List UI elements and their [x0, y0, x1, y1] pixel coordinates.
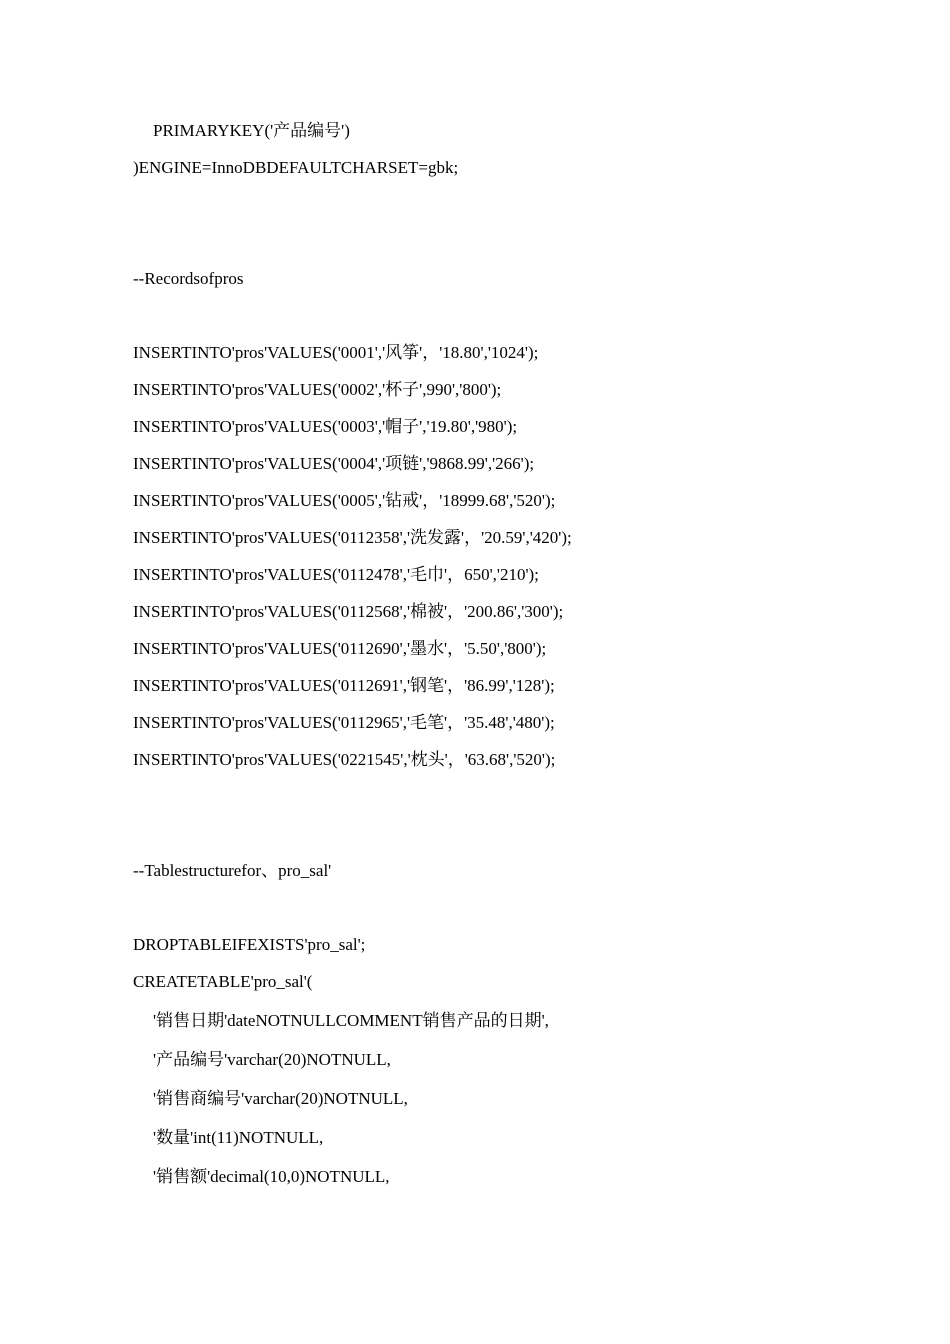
sql-insert-line: INSERTINTO'pros'VALUES('0003','帽子','19.80','980'); [133, 417, 518, 436]
sql-primary-key-line: PRIMARYKEY('产品编号') [153, 121, 350, 140]
sql-comment-table-structure: --Tablestructurefor、pro_sal' [133, 861, 332, 880]
sql-column-definition: '销售日期'dateNOTNULLCOMMENT销售产品的日期', [153, 1011, 549, 1030]
sql-drop-table-line: DROPTABLEIFEXISTS'pro_sal'; [133, 935, 366, 954]
sql-comment-records: --Recordsofpros [133, 269, 244, 288]
sql-insert-line: INSERTINTO'pros'VALUES('0112691','钢笔'，'86.99','128'); [133, 676, 555, 695]
sql-engine-line: )ENGINE=InnoDBDEFAULTCHARSET=gbk; [133, 158, 459, 177]
sql-column-definition: '销售额'decimal(10,0)NOTNULL, [153, 1167, 390, 1186]
sql-insert-line: INSERTINTO'pros'VALUES('0002','杯子',990','800'); [133, 380, 502, 399]
sql-column-definition: '产品编号'varchar(20)NOTNULL, [153, 1050, 391, 1069]
sql-insert-line: INSERTINTO'pros'VALUES('0112690','墨水'，'5.50','800'); [133, 639, 547, 658]
sql-insert-line: INSERTINTO'pros'VALUES('0001','风筝'，'18.80','1024'); [133, 343, 539, 362]
sql-column-definition: '销售商编号'varchar(20)NOTNULL, [153, 1089, 408, 1108]
sql-column-definition: '数量'int(11)NOTNULL, [153, 1128, 324, 1147]
sql-create-table-line: CREATETABLE'pro_sal'( [133, 972, 313, 991]
sql-insert-line: INSERTINTO'pros'VALUES('0112478','毛巾'，650','210'); [133, 565, 539, 584]
sql-insert-line: INSERTINTO'pros'VALUES('0004','项链','9868.99','266'); [133, 454, 535, 473]
sql-insert-line: INSERTINTO'pros'VALUES('0112568','棉被'，'200.86','300'); [133, 602, 564, 621]
sql-insert-line: INSERTINTO'pros'VALUES('0221545','枕头'，'63.68','520'); [133, 750, 556, 769]
sql-insert-line: INSERTINTO'pros'VALUES('0005','钻戒'，'18999.68','520'); [133, 491, 556, 510]
sql-insert-line: INSERTINTO'pros'VALUES('0112965','毛笔'，'35.48','480'); [133, 713, 555, 732]
sql-insert-line: INSERTINTO'pros'VALUES('0112358','洗发露'，'20.59','420'); [133, 528, 572, 547]
